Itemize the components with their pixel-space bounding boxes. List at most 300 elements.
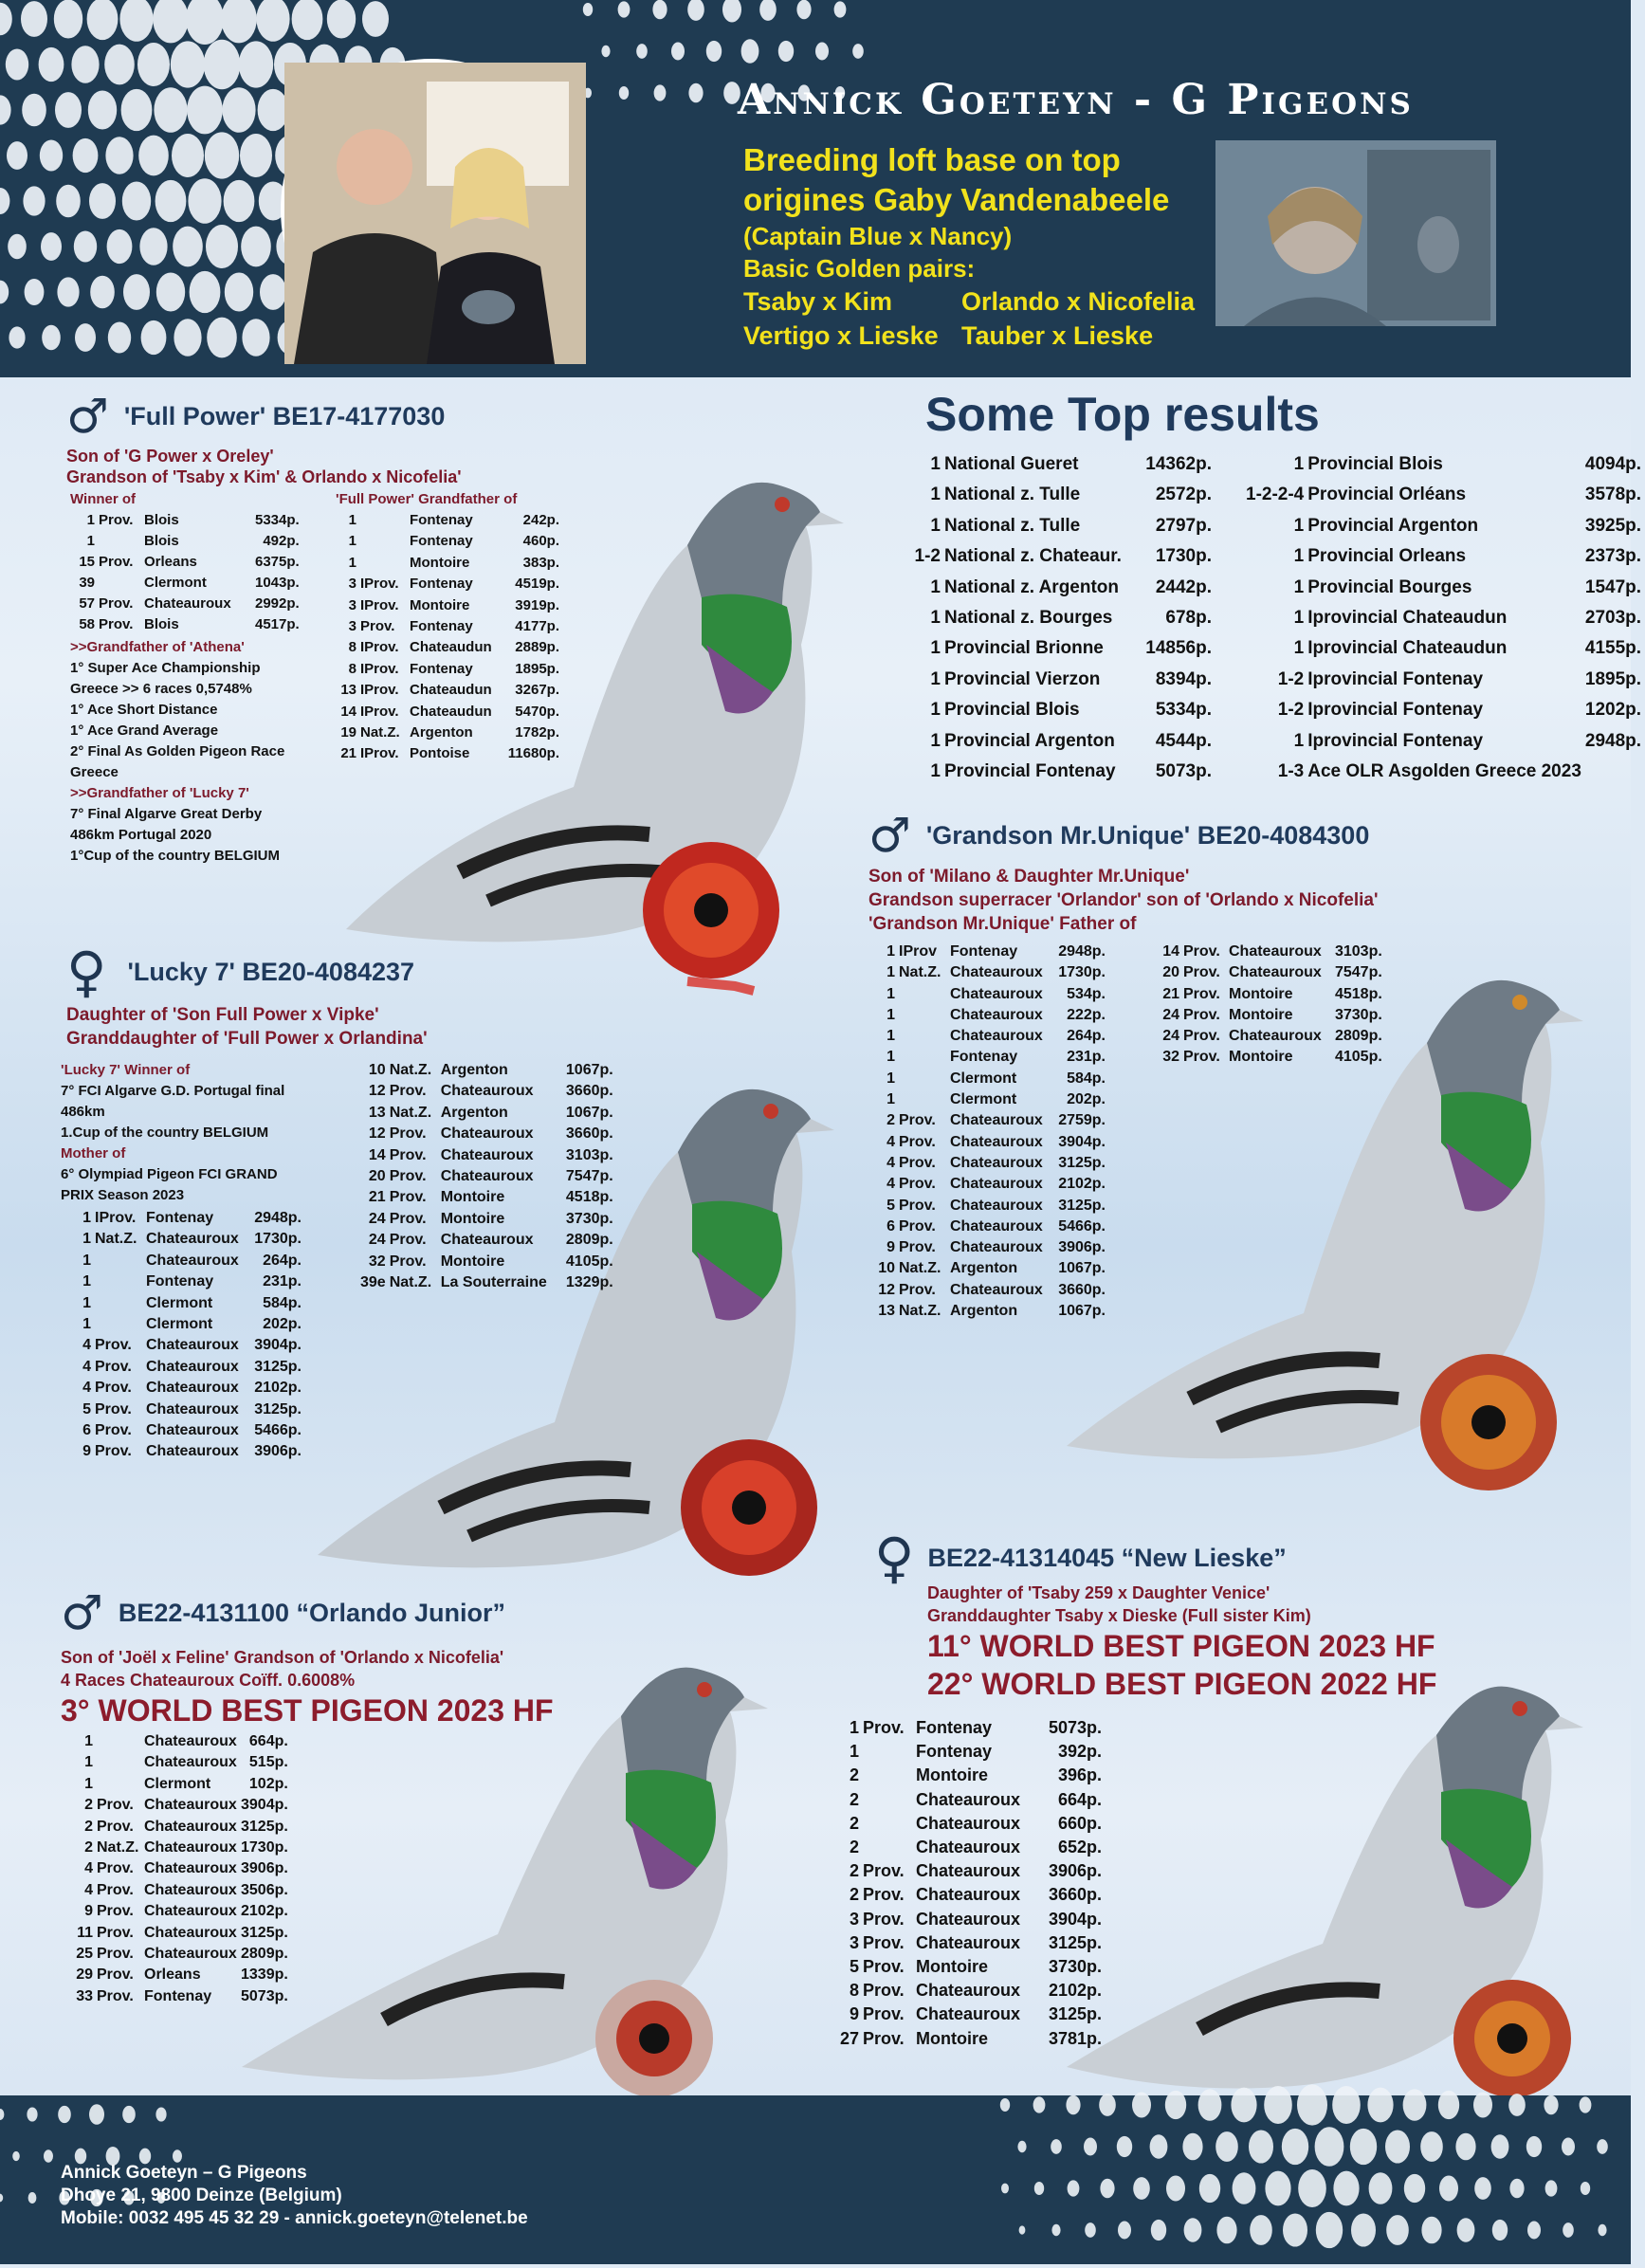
result-level: Prov. — [1183, 985, 1220, 1002]
result-row — [874, 1216, 1109, 1237]
top-results-right — [1246, 449, 1645, 787]
dot-shape — [1250, 2215, 1272, 2245]
result-row — [336, 722, 563, 743]
result-rank: 19 — [340, 724, 356, 741]
result-level: Prov. — [389, 1168, 427, 1185]
result-row — [903, 541, 1215, 572]
result-pigeons: 5466p. — [1058, 1217, 1106, 1235]
dot-shape — [1597, 2139, 1608, 2154]
result-location: Chateauroux — [916, 1861, 1021, 1881]
result-rank: 9 — [82, 1443, 91, 1460]
result-rank: 2 — [849, 1789, 859, 1809]
result-level — [95, 1293, 146, 1314]
result-rank: 15 — [79, 554, 95, 570]
result-rank: 1 — [82, 1294, 91, 1311]
result-rank: 8 — [849, 1981, 859, 2001]
dot-shape — [1473, 2093, 1492, 2118]
result-row — [360, 1252, 617, 1272]
dot-shape — [73, 138, 99, 173]
result-level: Provincial Fontenay — [944, 761, 1116, 782]
result-level: Prov. — [97, 1987, 134, 2004]
result-level: IProv. — [360, 576, 399, 593]
dot-shape — [1133, 2177, 1150, 2200]
grandfather-label: 'Full Power' Grandfather of — [336, 491, 518, 507]
dot-shape — [1439, 2176, 1458, 2202]
lucky-line: 486km Portugal 2020 — [70, 827, 212, 843]
result-level: Prov. — [863, 1981, 905, 2001]
pedigree-line: Son of 'Joël x Feline' Grandson of 'Orlando x Nicofelia' — [61, 1648, 504, 1667]
result-pigeons: 4518p. — [565, 1189, 613, 1206]
result-row — [1159, 1047, 1386, 1068]
result-level: IProv. — [360, 682, 399, 699]
result-location: Chateauroux — [440, 1146, 534, 1163]
result-location: Chateaudun — [410, 682, 492, 699]
result-level — [99, 573, 144, 594]
result-level: Prov. — [899, 1281, 936, 1298]
results-table — [336, 510, 563, 765]
result-level: Prov. — [97, 1818, 134, 1835]
female-symbol-icon: ♀ — [874, 1526, 915, 1590]
dot-shape — [1265, 2171, 1290, 2206]
result-row — [336, 531, 563, 552]
result-row — [874, 1026, 1109, 1047]
result-pigeons: 2102p. — [254, 1380, 302, 1397]
result-level: Prov. — [899, 1133, 936, 1150]
result-row — [834, 1836, 1106, 1859]
result-level: Prov. — [97, 1966, 134, 1984]
result-pigeons: 396p. — [1057, 1765, 1102, 1785]
result-location: 3925p. — [1584, 515, 1642, 536]
result-rank: 5 — [849, 1957, 859, 1977]
result-rank: 1 — [1293, 454, 1305, 474]
result-pigeons: 2809p. — [241, 1946, 288, 1963]
result-pigeons: 3125p. — [241, 1818, 288, 1835]
dot-shape — [25, 279, 45, 305]
result-pigeons: 3904p. — [254, 1337, 302, 1354]
result-location: 2373p. — [1584, 546, 1642, 567]
result-pigeons: 5466p. — [254, 1422, 302, 1439]
dot-shape — [141, 320, 167, 355]
result-pigeons: 3906p. — [241, 1860, 288, 1877]
result-rank: 12 — [878, 1281, 895, 1298]
result-rank: 1 — [930, 576, 941, 597]
result-location: Chateauroux — [950, 1133, 1043, 1150]
result-row — [70, 1441, 305, 1462]
result-rank: 1-3 — [1277, 761, 1305, 782]
result-pigeons: 664p. — [248, 1733, 288, 1749]
intro-line: Breeding loft base on top — [743, 142, 1121, 177]
result-rank: 1 — [1293, 576, 1305, 597]
result-rank: 1 — [930, 761, 941, 782]
result-level: National z. Chateaur. — [944, 546, 1122, 567]
result-pigeons: 3660p. — [1058, 1281, 1106, 1298]
result-location — [1585, 757, 1645, 787]
dot-shape — [188, 178, 221, 224]
result-pigeons: 3904p. — [1048, 1909, 1102, 1929]
result-row — [70, 1251, 305, 1271]
dot-shape — [107, 229, 133, 264]
result-pigeons: 231p. — [263, 1273, 302, 1290]
result-row — [76, 1880, 292, 1901]
result-row — [360, 1272, 617, 1293]
dot-shape — [41, 232, 62, 261]
dot-shape — [1198, 2089, 1222, 2120]
winner-label: Winner of — [70, 491, 137, 507]
golden-pair: Tauber x Lieske — [961, 321, 1154, 350]
result-rank: 2 — [849, 1838, 859, 1857]
result-location: 4544p. — [1155, 730, 1212, 751]
female-symbol-icon: ♀ — [66, 940, 107, 1004]
result-location: Chateauroux — [440, 1168, 534, 1185]
result-pigeons: 3103p. — [565, 1146, 613, 1163]
result-level: Prov. — [863, 2028, 905, 2048]
result-pigeons: 660p. — [1057, 1813, 1102, 1833]
result-level: National z. Tulle — [944, 515, 1081, 536]
result-location: Chateauroux — [146, 1380, 239, 1397]
result-pigeons: 3125p. — [1048, 1932, 1102, 1952]
dot-shape — [601, 46, 610, 57]
result-level: IProv. — [360, 639, 399, 656]
dot-shape — [71, 46, 99, 82]
result-row — [874, 1110, 1109, 1131]
dot-shape — [240, 134, 272, 177]
result-location: Fontenay — [410, 576, 473, 593]
male-symbol-icon: ♂ — [868, 808, 911, 863]
pedigree-line: Daughter of 'Tsaby 259 x Daughter Venice' — [927, 1583, 1270, 1602]
full-power-section — [66, 389, 597, 487]
result-row — [903, 573, 1215, 603]
result-location: Orleans — [144, 1966, 201, 1984]
dot-shape — [1386, 2215, 1409, 2245]
annick-photo-illustration — [1215, 140, 1496, 326]
result-pigeons: 3904p. — [1058, 1133, 1106, 1150]
result-rank: 12 — [368, 1083, 386, 1100]
result-row — [360, 1209, 617, 1230]
result-rank: 6 — [886, 1217, 895, 1235]
result-row — [336, 637, 563, 658]
result-location: 14856p. — [1145, 638, 1212, 659]
result-rank: 2 — [849, 1861, 859, 1881]
result-location: Argenton — [950, 1260, 1018, 1277]
result-rank: 1 — [886, 1006, 895, 1023]
orlando-junior-section — [61, 1585, 743, 1729]
dot-shape — [89, 183, 116, 219]
dot-shape — [105, 137, 133, 174]
result-pigeons: 4519p. — [515, 576, 559, 593]
result-level: Prov. — [899, 1176, 936, 1193]
result-location: Chateauroux — [916, 1838, 1021, 1857]
result-row — [834, 1931, 1106, 1955]
result-location: 1547p. — [1584, 576, 1642, 597]
result-row — [1159, 1005, 1386, 1026]
result-row — [360, 1081, 617, 1102]
result-location: Fontenay — [916, 1742, 993, 1762]
result-location: Chateauroux — [146, 1400, 239, 1418]
result-location: Blois — [144, 512, 179, 528]
result-rank: 2 — [849, 1765, 859, 1785]
dot-shape — [138, 136, 169, 176]
result-location: Clermont — [146, 1316, 213, 1333]
result-pigeons: 1067p. — [565, 1062, 613, 1078]
result-level: Nat.Z. — [389, 1274, 432, 1291]
result-level: Nat.Z. — [97, 1839, 139, 1856]
result-row — [874, 1069, 1109, 1089]
dot-shape — [42, 325, 61, 350]
result-level: Prov. — [95, 1443, 132, 1460]
result-pigeons: 3904p. — [241, 1797, 288, 1814]
result-rank: 8 — [348, 639, 356, 656]
dot-shape — [225, 272, 253, 311]
result-level: Prov. — [99, 595, 134, 612]
golden-pair: Vertigo x Lieske — [743, 321, 939, 350]
result-row — [834, 2003, 1106, 2026]
dot-shape — [23, 186, 45, 215]
footer-contact — [61, 2162, 528, 2230]
result-level: Provincial Argenton — [1307, 515, 1479, 536]
result-row — [70, 510, 303, 531]
result-pigeons: 1043p. — [254, 575, 300, 591]
result-pigeons: 2102p. — [1048, 1981, 1102, 2001]
result-pigeons: 222p. — [1067, 1006, 1106, 1023]
result-row — [70, 1420, 305, 1441]
result-pigeons: 3906p. — [254, 1443, 302, 1460]
result-row — [834, 1716, 1106, 1740]
result-rank: 12 — [368, 1125, 386, 1143]
dot-shape — [327, 0, 356, 39]
result-pigeons: 4517p. — [254, 616, 300, 632]
result-location: Argenton — [440, 1062, 508, 1078]
result-pigeons: 11680p. — [507, 745, 559, 762]
result-location: 1730p. — [1155, 546, 1212, 567]
result-rank: 5 — [886, 1197, 895, 1214]
result-location: Chateauroux — [916, 1909, 1021, 1929]
result-location: Clermont — [146, 1294, 213, 1311]
result-row — [336, 553, 563, 574]
dot-shape — [1492, 2220, 1508, 2241]
result-row — [874, 1280, 1109, 1301]
result-location: Clermont — [950, 1070, 1017, 1087]
result-location: 2948p. — [1584, 730, 1642, 751]
result-row — [336, 743, 563, 764]
dot-shape — [7, 141, 27, 170]
result-row — [70, 573, 303, 594]
result-location: Fontenay — [146, 1273, 214, 1290]
result-rank: 1 — [849, 1742, 859, 1762]
result-location: Montoire — [1229, 1006, 1293, 1023]
result-row — [874, 1153, 1109, 1174]
result-rank: 1 — [930, 638, 941, 659]
dot-shape — [1545, 2180, 1558, 2196]
result-row — [1246, 665, 1645, 695]
result-row — [70, 1378, 305, 1399]
result-pigeons: 534p. — [1067, 985, 1106, 1002]
dot-shape — [1283, 2213, 1307, 2246]
result-rank: 1 — [84, 1733, 93, 1749]
footer-phone-email: Mobile: 0032 495 45 32 29 - annick.goeteyn@telenet.be — [61, 2208, 528, 2228]
dot-shape — [1068, 2180, 1080, 2196]
result-location: Montoire — [440, 1189, 505, 1206]
result-rank: 24 — [1162, 1028, 1179, 1045]
result-location: Pontoise — [410, 745, 470, 762]
result-level: Prov. — [863, 1861, 905, 1881]
result-rank: 1 — [348, 533, 356, 550]
result-row — [903, 511, 1215, 541]
result-rank: 39 — [79, 575, 95, 591]
result-pigeons: 4518p. — [1334, 985, 1382, 1002]
dot-shape — [155, 2107, 166, 2121]
dot-shape — [174, 319, 201, 356]
dot-shape — [636, 44, 648, 59]
result-level: Prov. — [863, 1932, 905, 1952]
results-table — [70, 1208, 305, 1463]
result-location: Chateauroux — [440, 1232, 534, 1249]
result-rank: 39e — [360, 1274, 386, 1291]
result-location: Chateauroux — [916, 1789, 1021, 1809]
dot-shape — [1421, 2217, 1441, 2244]
result-rank: 29 — [76, 1966, 93, 1984]
result-level — [97, 1752, 144, 1773]
dot-shape — [123, 274, 150, 310]
result-location: 2703p. — [1584, 608, 1642, 629]
dot-shape — [119, 0, 153, 42]
result-rank: 32 — [1162, 1049, 1179, 1066]
result-location: Montoire — [916, 2028, 988, 2048]
dot-shape — [0, 2194, 3, 2203]
result-row — [874, 1174, 1109, 1195]
result-pigeons: 5073p. — [241, 1987, 288, 2004]
section-title: 'Full Power' BE17-4177030 — [123, 401, 446, 430]
dot-shape — [1118, 2222, 1131, 2240]
lucky-label: >>Grandfather of 'Lucky 7' — [70, 785, 249, 801]
result-row — [1246, 573, 1645, 603]
dot-shape — [1333, 2171, 1359, 2206]
result-rank: 3 — [348, 618, 356, 635]
result-level — [360, 510, 410, 531]
dot-shape — [1117, 2136, 1132, 2157]
result-pigeons: 2102p. — [241, 1903, 288, 1920]
result-pigeons: 460p. — [522, 533, 559, 550]
dot-shape — [1017, 2141, 1026, 2152]
result-row — [874, 1237, 1109, 1258]
result-rank: 1 — [1293, 546, 1305, 567]
result-pigeons: 4105p. — [565, 1253, 613, 1270]
result-location: Fontenay — [950, 1049, 1018, 1066]
result-pigeons: 3906p. — [1048, 1861, 1102, 1881]
dot-shape — [54, 0, 82, 39]
result-rank: 8 — [348, 660, 356, 677]
result-location: 4155p. — [1584, 638, 1642, 659]
result-rank: 4 — [886, 1176, 895, 1193]
result-level — [863, 1764, 916, 1787]
dot-shape — [88, 90, 117, 129]
result-level: Prov. — [389, 1146, 427, 1163]
result-pigeons: 3781p. — [1048, 2028, 1102, 2048]
footer-name: Annick Goeteyn – G Pigeons — [61, 2163, 307, 2183]
result-level — [97, 1774, 144, 1795]
dot-shape — [0, 3, 12, 36]
dot-shape — [1199, 2174, 1220, 2203]
result-location: Montoire — [410, 554, 470, 571]
result-row — [903, 633, 1215, 664]
result-rank: 2 — [84, 1818, 93, 1835]
dot-shape — [21, 1, 47, 37]
result-row — [874, 942, 1109, 962]
dot-shape — [1100, 2179, 1114, 2199]
result-location: Fontenay — [410, 512, 473, 528]
result-location: Chateauroux — [144, 1924, 237, 1941]
result-pigeons: 3660p. — [565, 1125, 613, 1143]
result-row — [70, 614, 303, 635]
result-row — [874, 984, 1109, 1005]
result-row — [360, 1230, 617, 1251]
dot-shape — [1264, 2086, 1292, 2124]
result-rank: 20 — [368, 1168, 386, 1185]
result-location: Clermont — [144, 1775, 211, 1792]
result-row — [1246, 603, 1645, 633]
result-pigeons: 3125p. — [1058, 1197, 1106, 1214]
dot-shape — [1438, 2091, 1459, 2119]
result-rank: 1 — [1293, 730, 1305, 751]
result-pigeons: 5073p. — [1048, 1718, 1102, 1737]
result-pigeons: 5470p. — [515, 703, 559, 720]
result-row — [76, 1752, 292, 1773]
result-level: Prov. — [899, 1239, 936, 1256]
result-rank: 1 — [886, 985, 895, 1002]
result-row — [76, 1923, 292, 1944]
result-level: National z. Argenton — [944, 576, 1120, 597]
result-row — [1246, 511, 1645, 541]
dot-shape — [1598, 2224, 1606, 2236]
result-level: Prov. — [95, 1358, 132, 1375]
result-row — [1246, 541, 1645, 572]
result-rank: 4 — [84, 1860, 93, 1877]
dot-shape — [1249, 2130, 1273, 2163]
result-location: Chateauroux — [146, 1358, 239, 1375]
result-location: 4094p. — [1584, 454, 1642, 474]
dot-shape — [1509, 2179, 1524, 2199]
result-row — [834, 1908, 1106, 1931]
result-pigeons: 3125p. — [254, 1358, 302, 1375]
dot-shape — [28, 2192, 37, 2204]
dot-shape — [1527, 2222, 1541, 2240]
golden-pair: Tsaby x Kim — [743, 287, 893, 316]
result-rank: 1 — [930, 700, 941, 721]
dot-shape — [190, 271, 221, 313]
dot-shape — [139, 228, 167, 265]
section-title: 'Lucky 7' BE20-4084237 — [127, 957, 415, 986]
dot-shape — [1420, 2131, 1443, 2162]
result-location: Chateauroux — [146, 1252, 239, 1269]
athena-label: >>Grandfather of 'Athena' — [70, 639, 245, 655]
dot-shape — [1033, 2096, 1046, 2113]
result-location: Fontenay — [410, 533, 473, 550]
result-rank: 33 — [76, 1987, 93, 2004]
result-location: Chateauroux — [950, 1217, 1043, 1235]
result-level — [95, 1251, 146, 1271]
result-row — [834, 1859, 1106, 1883]
result-level: Prov. — [1183, 1006, 1220, 1023]
dot-shape — [137, 43, 170, 86]
result-level: Prov. — [389, 1253, 427, 1270]
result-level — [899, 984, 950, 1005]
result-rank: 1 — [1293, 638, 1305, 659]
winner-line: 1.Cup of the country BELGIUM — [61, 1125, 269, 1141]
result-row — [76, 1965, 292, 1985]
result-rank: 21 — [340, 745, 356, 762]
dot-shape — [108, 322, 131, 354]
result-pigeons: 102p. — [248, 1775, 288, 1792]
result-location: 2442p. — [1155, 576, 1212, 597]
